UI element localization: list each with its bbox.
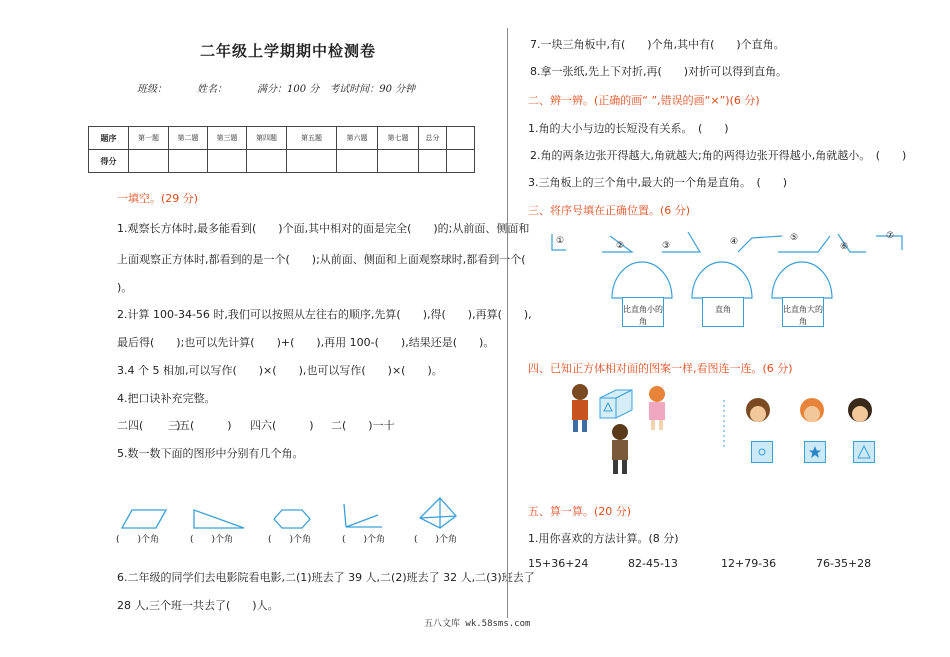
star-icon xyxy=(805,442,825,462)
table-cell[interactable] xyxy=(247,150,287,173)
question-4-item: 二( )一十 xyxy=(331,419,395,432)
calc-expression: 15+36+24 xyxy=(528,557,589,570)
table-cell: 第六题 xyxy=(337,127,378,150)
question-1-line3: )。 xyxy=(117,281,133,294)
table-cell: 第三题 xyxy=(208,127,247,150)
calc-question-1: 1.用你喜欢的方法计算。(8 分) xyxy=(528,532,679,545)
score-table xyxy=(88,126,475,173)
question-3: 3.4 个 5 相加,可以写作( )×( ),也可以写作( )×( )。 xyxy=(117,364,443,377)
angle-count-blank: ( )个角 xyxy=(414,535,458,545)
question-2-line2: 最后得( );也可以先计算( )+( ),再用 100-( ),结果还是( )。 xyxy=(117,336,495,349)
question-4-item: 二四( ) xyxy=(117,419,181,432)
question-8: 8.拿一张纸,先上下对折,再( )对折可以得到直角。 xyxy=(530,65,788,78)
boy-figure-icon xyxy=(572,384,588,432)
question-1-line2: 上面观察正方体时,都看到的是一个( );从前面、侧面和上面观察球时,都看到一个( xyxy=(117,253,526,266)
angle-4-shape xyxy=(738,236,782,252)
judge-question-3: 3.三角板上的三个角中,最大的一个角是直角。 ( ) xyxy=(528,176,788,189)
judge-question-1: 1.角的大小与边的长短没有关系。 ( ) xyxy=(528,122,729,135)
girl-figure-icon xyxy=(649,386,665,430)
triangle-icon xyxy=(854,442,874,462)
cube-illustration xyxy=(560,380,880,480)
angle-number: ⑤ xyxy=(790,233,799,243)
angle-count-blank: ( )个角 xyxy=(116,535,160,545)
face-boy-icon xyxy=(746,398,770,422)
triangle-shape xyxy=(194,510,244,528)
table-cell: 第五题 xyxy=(287,127,337,150)
table-cell[interactable] xyxy=(129,150,169,173)
calc-expression: 76-35+28 xyxy=(816,557,872,570)
table-cell: 第一题 xyxy=(129,127,169,150)
angle-number: ④ xyxy=(730,237,739,247)
table-row xyxy=(89,150,475,173)
face-child-icon xyxy=(848,398,872,422)
footer-watermark: 五八文库 wk.58sms.com xyxy=(424,619,531,629)
circle-face-card xyxy=(751,441,773,463)
table-cell[interactable] xyxy=(419,150,447,173)
angle-5-shape xyxy=(778,236,830,252)
table-cell: 第四题 xyxy=(247,127,287,150)
question-4-item: 四六( ) xyxy=(250,419,314,432)
angle-count-blank: ( )个角 xyxy=(268,535,312,545)
circle-icon xyxy=(752,442,772,462)
table-cell: 第七题 xyxy=(378,127,419,150)
child-back-figure-icon xyxy=(612,424,628,474)
exam-meta: 班级： 姓名： 满分：100 分 考试时间：90 分钟 xyxy=(137,84,416,95)
question-4: 4.把口诀补充完整。 xyxy=(117,392,216,405)
section-1-title: 一填空。(29 分) xyxy=(117,192,199,205)
parallelogram-shape xyxy=(122,510,166,528)
star-face-card xyxy=(804,441,826,463)
table-cell[interactable] xyxy=(337,150,378,173)
kite-shape xyxy=(420,498,456,528)
question-7: 7.一块三角板中,有( )个角,其中有( )个直角。 xyxy=(530,38,785,51)
angle-number: ③ xyxy=(662,241,671,251)
face-girl-icon xyxy=(800,398,824,422)
table-cell: 得分 xyxy=(89,150,129,173)
angle-number: ⑥ xyxy=(840,242,849,252)
question-6-line2: 28 人,三个班一共去了( )人。 xyxy=(117,599,279,612)
column-divider xyxy=(507,28,508,618)
cube-icon xyxy=(600,390,632,418)
calc-expression: 82-45-13 xyxy=(628,557,678,570)
card-right: 直角 xyxy=(702,297,744,327)
triangle-face-card xyxy=(853,441,875,463)
section-4-title: 四、已知正方体相对面的图案一样,看图连一连。(6 分) xyxy=(528,362,793,375)
table-row xyxy=(89,127,475,150)
calc-expression: 12+79-36 xyxy=(721,557,777,570)
page-title: 二年级上学期期中检测卷 xyxy=(200,42,377,60)
angle-number: ② xyxy=(616,241,625,251)
card-acute: 比直角小的角 xyxy=(622,297,664,327)
table-cell[interactable] xyxy=(447,150,475,173)
question-2-line1: 2.计算 100-34-56 时,我们可以按照从左往右的顺序,先算( ),得( ),再算( ), xyxy=(117,308,532,321)
angle-count-blank: ( )个角 xyxy=(190,535,234,545)
section-5-title: 五、算一算。(20 分) xyxy=(528,505,632,518)
table-cell[interactable] xyxy=(378,150,419,173)
angle-shapes-figure xyxy=(108,492,478,532)
angle-samples-figure xyxy=(546,228,906,258)
question-4-item: 三五( ) xyxy=(168,419,232,432)
question-5: 5.数一数下面的图形中分别有几个角。 xyxy=(117,447,304,460)
card-obtuse: 比直角大的角 xyxy=(782,297,824,327)
angle-number: ⑦ xyxy=(886,231,895,241)
table-cell xyxy=(447,127,475,150)
section-3-title: 三、将序号填在正确位置。(6 分) xyxy=(528,204,691,217)
section-2-title: 二、辨一辨。(正确的画“ ”,错误的画“×”)(6 分) xyxy=(528,94,760,107)
angle-count-blank: ( )个角 xyxy=(342,535,386,545)
table-cell[interactable] xyxy=(287,150,337,173)
table-cell: 总分 xyxy=(419,127,447,150)
mushroom-caps xyxy=(610,260,840,300)
judge-question-2: 2.角的两条边张开得越大,角就越大;角的两得边张开得越小,角就越小。 ( ) xyxy=(530,149,907,162)
table-cell: 第二题 xyxy=(169,127,208,150)
question-1-line1: 1.观察长方体时,最多能看到( )个面,其中相对的面是完全( )的;从前面、侧面和 xyxy=(117,222,530,235)
hexagon-shape xyxy=(274,510,310,528)
table-cell[interactable] xyxy=(208,150,247,173)
table-cell[interactable] xyxy=(169,150,208,173)
angle-number: ① xyxy=(556,236,565,246)
question-6-line1: 6.二年级的同学们去电影院看电影,二(1)班去了 39 人,二(2)班去了 32 人,二(3)班去了 xyxy=(117,571,535,584)
table-cell: 题序 xyxy=(89,127,129,150)
angle-lines-shape xyxy=(344,504,382,527)
